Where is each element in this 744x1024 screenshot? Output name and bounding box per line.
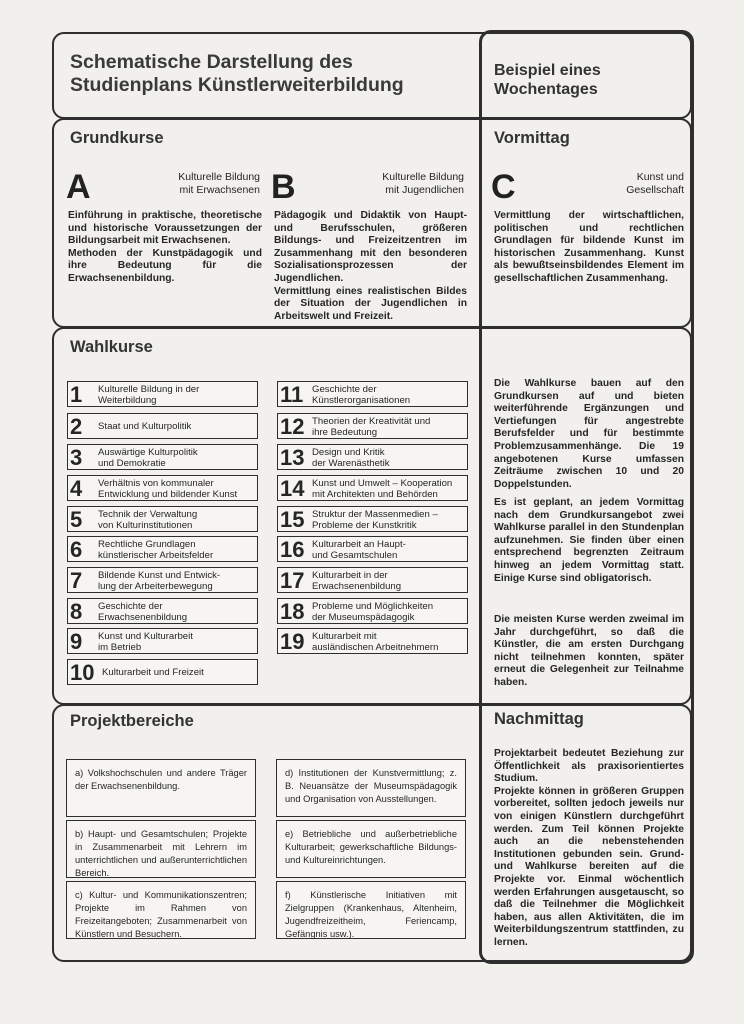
- wahlkurse-heading: Wahlkurse: [70, 338, 153, 356]
- course-a-subtitle-2: mit Erwachsenen: [179, 183, 260, 196]
- course-item: [67, 475, 258, 501]
- course-b-subtitle-1: Kulturelle Bildung: [382, 171, 464, 183]
- course-label: Struktur der Massenmedien – Probleme der Kunstkritik: [312, 508, 438, 531]
- course-label: Staat und Kulturpolitik: [98, 421, 192, 433]
- course-number: 13: [280, 445, 305, 470]
- course-number: 15: [280, 507, 305, 532]
- project-text: d) Institutionen der Kunstvermittlung; z. B. Neuansätze der Museumspädagogik und Organisation von Ausstellungen.: [285, 768, 457, 804]
- course-number: 7: [70, 568, 83, 593]
- course-number: 12: [280, 414, 305, 439]
- course-number: 3: [70, 445, 83, 470]
- course-number: 19: [280, 629, 305, 654]
- project-item: [66, 759, 256, 817]
- course-item: [67, 567, 258, 593]
- course-number: 10: [70, 660, 95, 685]
- course-a-letter: A: [66, 168, 91, 206]
- course-b-letter: B: [271, 168, 296, 206]
- course-a-subtitle-1: Kulturelle Bildung: [178, 171, 260, 183]
- course-number: 17: [280, 568, 305, 593]
- wahlkurse-paragraph-3: Die meisten Kurse werden zweimal im Jahr durchgeführt, so daß die Künstler, die am ersten Durchgang nicht teilnehmen konnten, später erneut die Gelegenheit zur Teilnahme haben.: [494, 614, 684, 688]
- course-number: 1: [70, 382, 83, 407]
- course-label: Probleme und Möglichkeiten der Museumspädagogik: [312, 600, 434, 623]
- course-label: Auswärtige Kulturpolitik und Demokratie: [98, 446, 198, 469]
- course-item: [67, 444, 258, 470]
- course-c-letter: C: [491, 168, 516, 206]
- course-a-text: Einführung in praktische, theoretische und historische Voraussetzungen der Bildungsarbeit mit Erwachsenen. Methoden der Kunstpädagogik und ihre Bedeutung für die Erwachsenenbildung.: [68, 210, 262, 284]
- course-item: [277, 536, 468, 562]
- project-item: [66, 881, 256, 939]
- course-label: Kulturarbeit in der Erwachsenenbildung: [312, 569, 402, 592]
- course-item: [277, 413, 468, 439]
- course-item: [277, 381, 468, 407]
- course-label: Technik der Verwaltung von Kulturinstitutionen: [98, 508, 198, 531]
- projektbereiche-heading: Projektbereiche: [70, 712, 194, 730]
- project-text: b) Haupt- und Gesamtschulen; Projekte in Zusammenarbeit mit Lehrern im unterrichtlichen und außerunterrichtlichen Bereich.: [75, 829, 247, 878]
- course-c-subtitle: [574, 171, 684, 196]
- title-line-1: Schematische Darstellung des: [70, 51, 353, 73]
- course-label: Design und Kritik der Warenästhetik: [312, 446, 390, 469]
- nachmittag-text: Projektarbeit bedeutet Beziehung zur Öffentlichkeit als praxisorientiertes Studium. Projekte können in größeren Gruppen vorbereitet, sollten jedoch jeweils nur von einigen Künstlern durchgeführt werden. Zum Teil können Projekte auch an die nebenstehenden Institutionen gebunden sein. Grund- und Wahlkurse bereiten auf die Projekte vor. Einmal wöchentlich werden Erfahrungen ausgetauscht, so daß die Teilnehmer die Möglichkeit haben, aus allen Aktivitäten, die im Weiterbildungszentrum stattfinden, zu lernen.: [494, 748, 684, 948]
- course-label: Rechtliche Grundlagen künstlerischer Arbeitsfelder: [98, 538, 214, 561]
- example-line-1: Beispiel eines: [494, 62, 601, 79]
- course-number: 16: [280, 537, 305, 562]
- project-text: a) Volkshochschulen und andere Träger der Erwachsenenbildung.: [75, 768, 247, 791]
- example-title: [494, 61, 601, 99]
- project-text: e) Betriebliche und außerbetriebliche Kulturarbeit; gewerkschaftliche Bildungs- und Kultureinrichtungen.: [285, 829, 457, 865]
- course-label: Kulturarbeit und Freizeit: [102, 667, 204, 679]
- wahlkurse-paragraph-2: Es ist geplant, an jedem Vormittag nach dem Grundkursangebot zwei Wahlkurse parallel in den Stundenplan aufzunehmen. Sie finden über einen entsprechend begrenzten Zeitraum hinweg an jedem Vormittag statt. Einige Kurse sind obligatorisch.: [494, 497, 684, 584]
- title-line-2: Studienplans Künstlerweiterbildung: [70, 74, 404, 96]
- course-item: [277, 567, 468, 593]
- course-item: [67, 381, 258, 407]
- course-number: 9: [70, 629, 83, 654]
- course-item: [67, 628, 258, 654]
- course-label: Kulturarbeit mit ausländischen Arbeitnehmern: [312, 630, 439, 653]
- course-number: 18: [280, 599, 305, 624]
- course-label: Theorien der Kreativität und ihre Bedeutung: [312, 415, 431, 438]
- example-line-2: Wochentages: [494, 81, 598, 98]
- course-label: Geschichte der Künstlerorganisationen: [312, 383, 411, 406]
- course-a-subtitle: [150, 171, 260, 196]
- project-item: [66, 820, 256, 878]
- course-b-text: Pädagogik und Didaktik von Haupt- und Berufsschulen, größeren Bildungs- und Freizeitzentren im Zusammenhang mit den besonderen Sozialisationsprozessen der Jugendlichen. Vermittlung eines realistischen Bildes der Situation der Jugendlichen in Arbeitswelt und Freizeit.: [274, 210, 467, 322]
- course-number: 8: [70, 599, 83, 624]
- nachmittag-heading: Nachmittag: [494, 710, 584, 728]
- grundkurse-heading: Grundkurse: [70, 129, 164, 147]
- project-item: [276, 820, 466, 878]
- course-label: Bildende Kunst und Entwick- lung der Arbeiterbewegung: [98, 569, 221, 592]
- course-label: Kunst und Kulturarbeit im Betrieb: [98, 630, 193, 653]
- course-item: [277, 598, 468, 624]
- course-number: 14: [280, 476, 305, 501]
- course-number: 4: [70, 476, 83, 501]
- course-number: 6: [70, 537, 83, 562]
- course-b-subtitle: [354, 171, 464, 196]
- vormittag-heading: Vormittag: [494, 129, 570, 147]
- course-number: 2: [70, 414, 83, 439]
- course-label: Kulturelle Bildung in der Weiterbildung: [98, 383, 200, 406]
- course-item: [67, 598, 258, 624]
- project-text: f) Künstlerische Initiativen mit Zielgruppen (Krankenhaus, Altenheim, Jugendfreizeitheim, Feriencamp, Gefängnis usw.).: [285, 890, 457, 939]
- project-text: c) Kultur- und Kommunikationszentren; Projekte im Rahmen von Freizeitangeboten; Zusammenarbeit von Künstlern und Besuchern.: [75, 890, 247, 939]
- course-item: [277, 628, 468, 654]
- course-c-subtitle-2: Gesellschaft: [626, 183, 684, 196]
- page-title: [70, 51, 470, 97]
- course-item: [67, 536, 258, 562]
- course-item: [277, 475, 468, 501]
- course-item: [67, 506, 258, 532]
- course-label: Kulturarbeit an Haupt- und Gesamtschulen: [312, 538, 406, 561]
- project-item: [276, 881, 466, 939]
- course-item: [277, 506, 468, 532]
- course-item: [277, 444, 468, 470]
- course-number: 5: [70, 507, 83, 532]
- course-label: Kunst und Umwelt – Kooperation mit Architekten und Behörden: [312, 477, 453, 500]
- course-label: Verhältnis von kommunaler Entwicklung und bildender Kunst: [98, 477, 238, 500]
- course-item: [67, 659, 258, 685]
- wahlkurse-paragraph-1: Die Wahlkurse bauen auf den Grundkursen auf und bieten weiterführende Ergänzungen und Vertiefungen für angestrebte Berufsfelder und für bestimmte Problemzusammenhänge. Die 19 angebotenen Kurse umfassen Zeiträume zwischen 10 und 20 Doppelstunden.: [494, 378, 684, 490]
- course-number: 11: [280, 382, 304, 407]
- course-item: [67, 413, 258, 439]
- course-b-subtitle-2: mit Jugendlichen: [385, 183, 464, 196]
- project-item: [276, 759, 466, 817]
- course-c-text: Vermittlung der wirtschaftlichen, politischen und rechtlichen Grundlagen für bildende Kunst im historischen Zusammenhang. Kunst als bewußtseinsbildendes Element im gesellschaftlichen Zusammenhang.: [494, 210, 684, 284]
- course-c-subtitle-1: Kunst und: [636, 171, 684, 183]
- course-label: Geschichte der Erwachsenenbildung: [98, 600, 188, 623]
